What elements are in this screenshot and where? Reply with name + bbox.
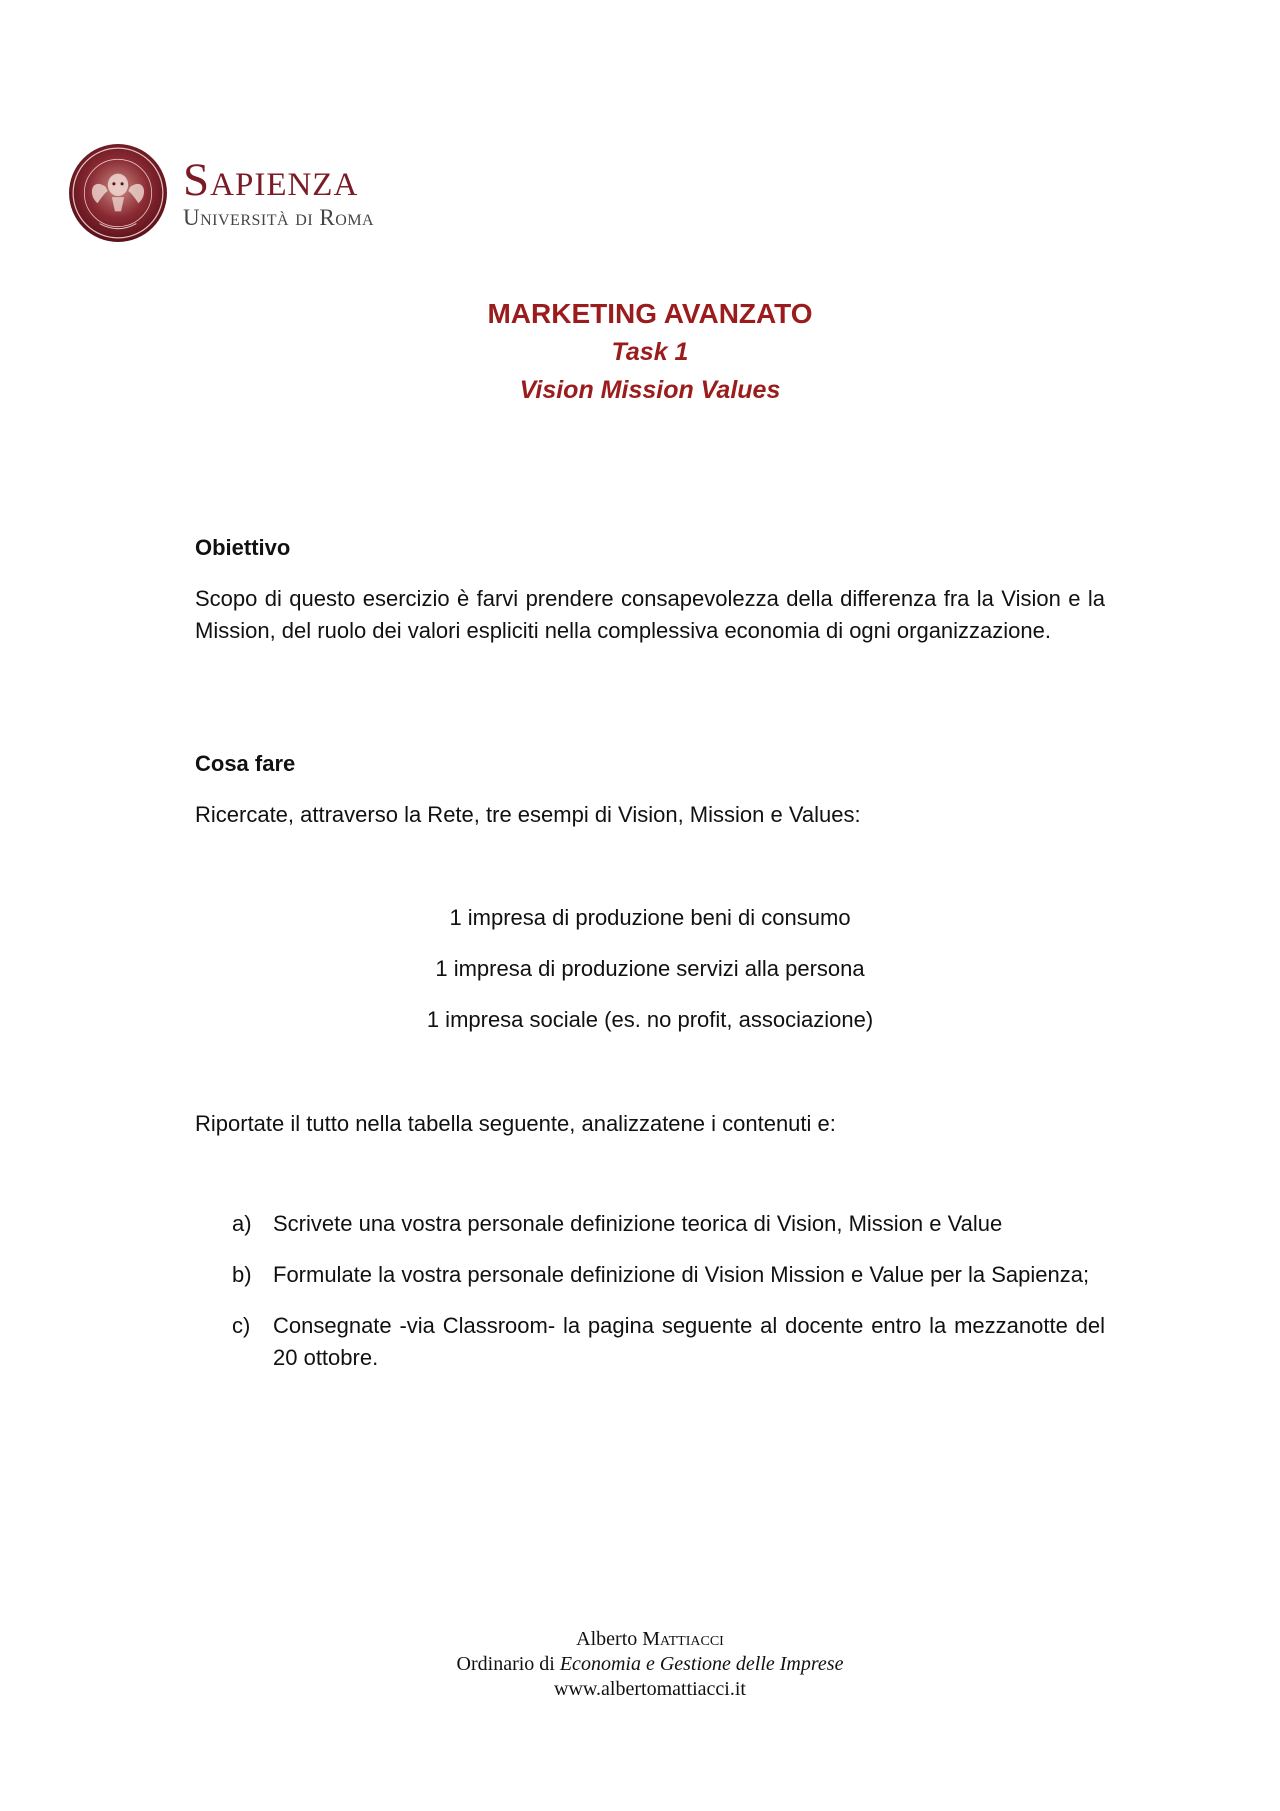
- author-first-name: Alberto: [576, 1628, 638, 1650]
- report-instruction: [195, 1108, 1105, 1140]
- cosa-fare-intro: Ricercate, attraverso la Rete, tre esempi di Vision, Mission e Values:: [195, 802, 861, 827]
- author-role-subject: Economia e Gestione delle Imprese: [559, 1653, 844, 1675]
- cosa-fare-section: [195, 748, 1105, 831]
- task-text: Consegnate -via Classroom- la pagina seguente al docente entro la mezzanotte del 20 ottobre.: [273, 1313, 1105, 1370]
- author-role: [0, 1652, 1280, 1677]
- task-marker: a): [232, 1211, 252, 1236]
- author-role-prefix: Ordinario di: [456, 1653, 555, 1675]
- course-title: MARKETING AVANZATO: [487, 298, 813, 329]
- task-text: Scrivete una vostra personale definizione teorica di Vision, Mission e Value: [273, 1211, 1003, 1236]
- example-item: 1 impresa di produzione beni di consumo: [449, 905, 851, 930]
- obiettivo-section: [195, 532, 1105, 647]
- examples-list: [0, 902, 1280, 1055]
- task-number: Task 1: [611, 338, 689, 366]
- example-item: 1 impresa di produzione servizi alla persona: [435, 956, 865, 981]
- task-item-a: [232, 1208, 1105, 1240]
- cosa-fare-heading: Cosa fare: [195, 751, 296, 776]
- example-item: 1 impresa sociale (es. no profit, associazione): [426, 1007, 874, 1032]
- obiettivo-heading: Obiettivo: [195, 535, 291, 560]
- task-item-b: [232, 1259, 1105, 1291]
- university-name: Sapienza: [183, 153, 359, 206]
- author-surname: Mattiacci: [642, 1628, 724, 1650]
- task-item-c: [232, 1310, 1105, 1374]
- university-subtitle: Università di Roma: [183, 204, 375, 230]
- document-title-block: [0, 295, 1280, 409]
- report-text: Riportate il tutto nella tabella seguente, analizzatene i contenuti e:: [195, 1111, 836, 1136]
- task-marker: b): [232, 1262, 252, 1287]
- university-seal-icon: [67, 142, 169, 244]
- task-marker: c): [232, 1313, 251, 1338]
- obiettivo-text: Scopo di questo esercizio è farvi prendere consapevolezza della differenza fra la Vision e la Mission, del ruolo dei valori espliciti nella complessiva economia di ogni organizzazione.: [195, 586, 1105, 643]
- task-topic: Vision Mission Values: [519, 376, 781, 404]
- task-text: Formulate la vostra personale definizione di Vision Mission e Value per la Sapienza;: [273, 1262, 1090, 1287]
- author-website[interactable]: www.albertomattiacci.it: [554, 1678, 746, 1700]
- sapienza-logo: [67, 135, 425, 250]
- task-list: [232, 1208, 1105, 1393]
- document-footer: [0, 1627, 1280, 1702]
- author-name: [0, 1627, 1280, 1652]
